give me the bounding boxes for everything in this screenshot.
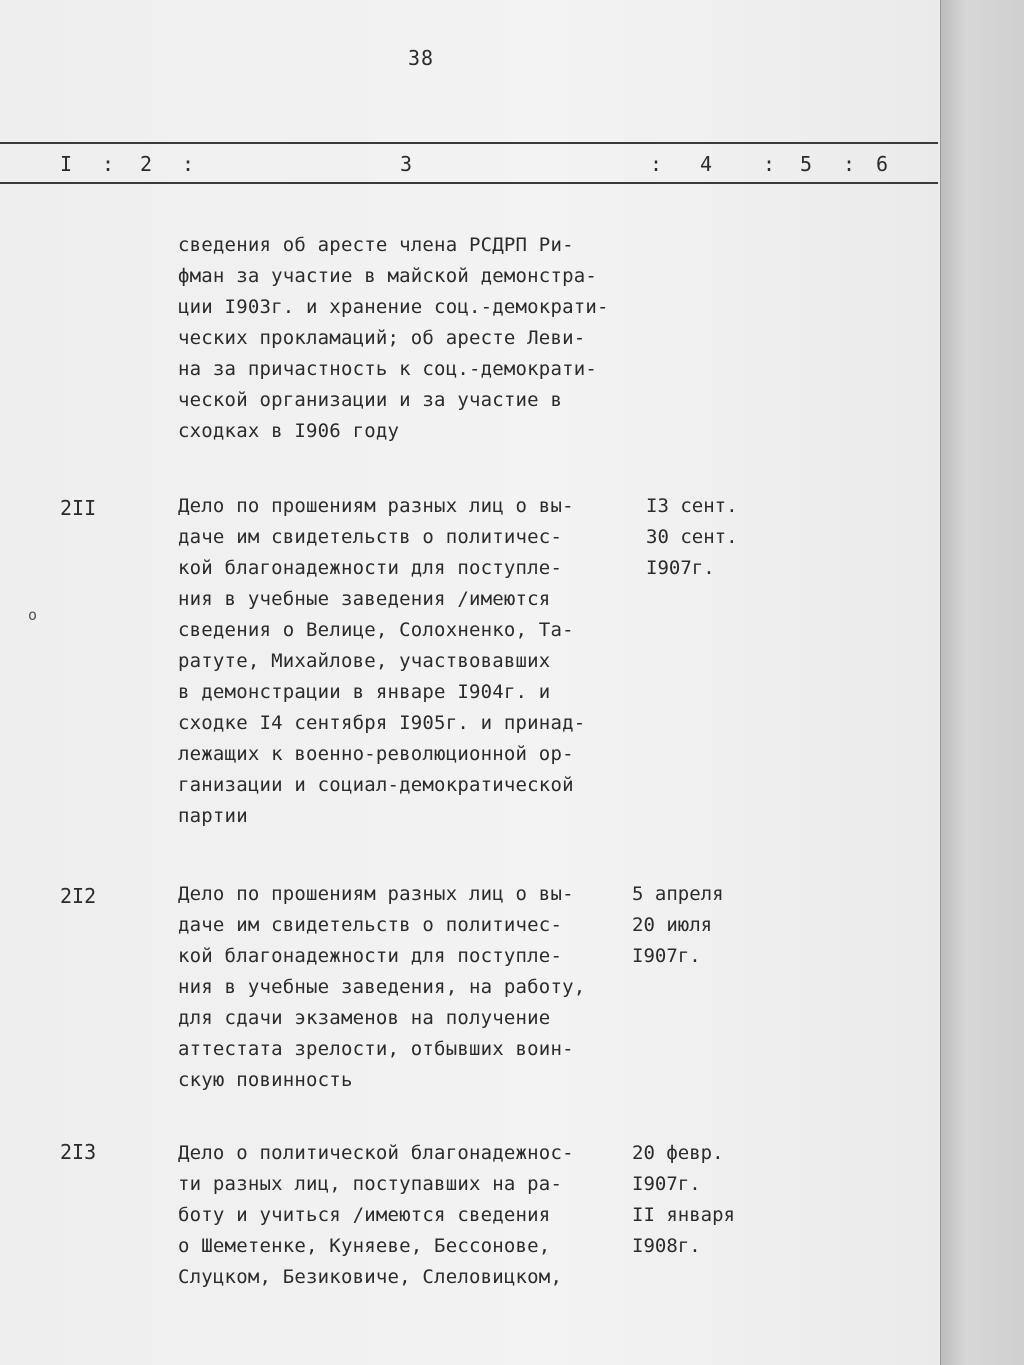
record-description: Дело по прошениям разных лиц о вы- даче им свидетельств о политичес- кой благонадежности для поступле- ния в учебные заведения, на работу, для сдачи экзаменов на получение аттестата зрелости, отбывших воин- скую повинность — [178, 883, 586, 1091]
margin-mark: о — [28, 606, 38, 624]
record-number: 2I3 — [60, 1140, 97, 1164]
column-header-6: 6 — [876, 152, 889, 176]
record-dates: 20 февр. I907г. II января I908г. — [632, 1142, 735, 1257]
column-separator: : — [102, 152, 115, 176]
record-description: сведения об аресте члена РСДРП Ри- фман за участие в майской демонстра- ции I903г. и хранение соц.-демократи- ческих прокламаций; об аресте Леви- на за причастность к соц.-демократи- ческой организации и за участие в сходках в I906 году — [178, 234, 609, 442]
column-header-1: I — [60, 152, 73, 176]
header-rule-bottom — [0, 182, 938, 184]
record-number: 2I2 — [60, 884, 97, 908]
adjacent-page-edge — [940, 0, 1024, 1365]
record-description: Дело о политической благонадежнос- ти разных лиц, поступавших на ра- боту и учиться /имеются сведения о Шеметенке, Куняеве, Бессонове, Слуцком, Безиковиче, Слеловицком, — [178, 1142, 574, 1288]
column-header-5: 5 — [800, 152, 813, 176]
column-separator: : — [182, 152, 195, 176]
page-number: 38 — [408, 46, 435, 70]
record-description: Дело по прошениям разных лиц о вы- даче им свидетельств о политичес- кой благонадежности для поступле- ния в учебные заведения /имеются сведения о Велице, Солохненко, Та- ратуте, Михайлове, участвовавших в демонстрации в январе I904г. и сходке I4 сентября I905г. и принад- лежащих к военно-революционной ор- ганизации и социал-демократической партии — [178, 495, 586, 827]
record-number: 2II — [60, 496, 97, 520]
column-header-3: 3 — [400, 152, 413, 176]
column-separator: : — [650, 152, 663, 176]
record-dates: 5 апреля 20 июля I907г. — [632, 883, 724, 967]
column-separator: : — [763, 152, 776, 176]
record-dates: I3 сент. 30 сент. I907г. — [646, 495, 738, 579]
header-rule-top — [0, 142, 938, 144]
column-header-2: 2 — [140, 152, 153, 176]
column-separator: : — [843, 152, 856, 176]
column-header-4: 4 — [700, 152, 713, 176]
